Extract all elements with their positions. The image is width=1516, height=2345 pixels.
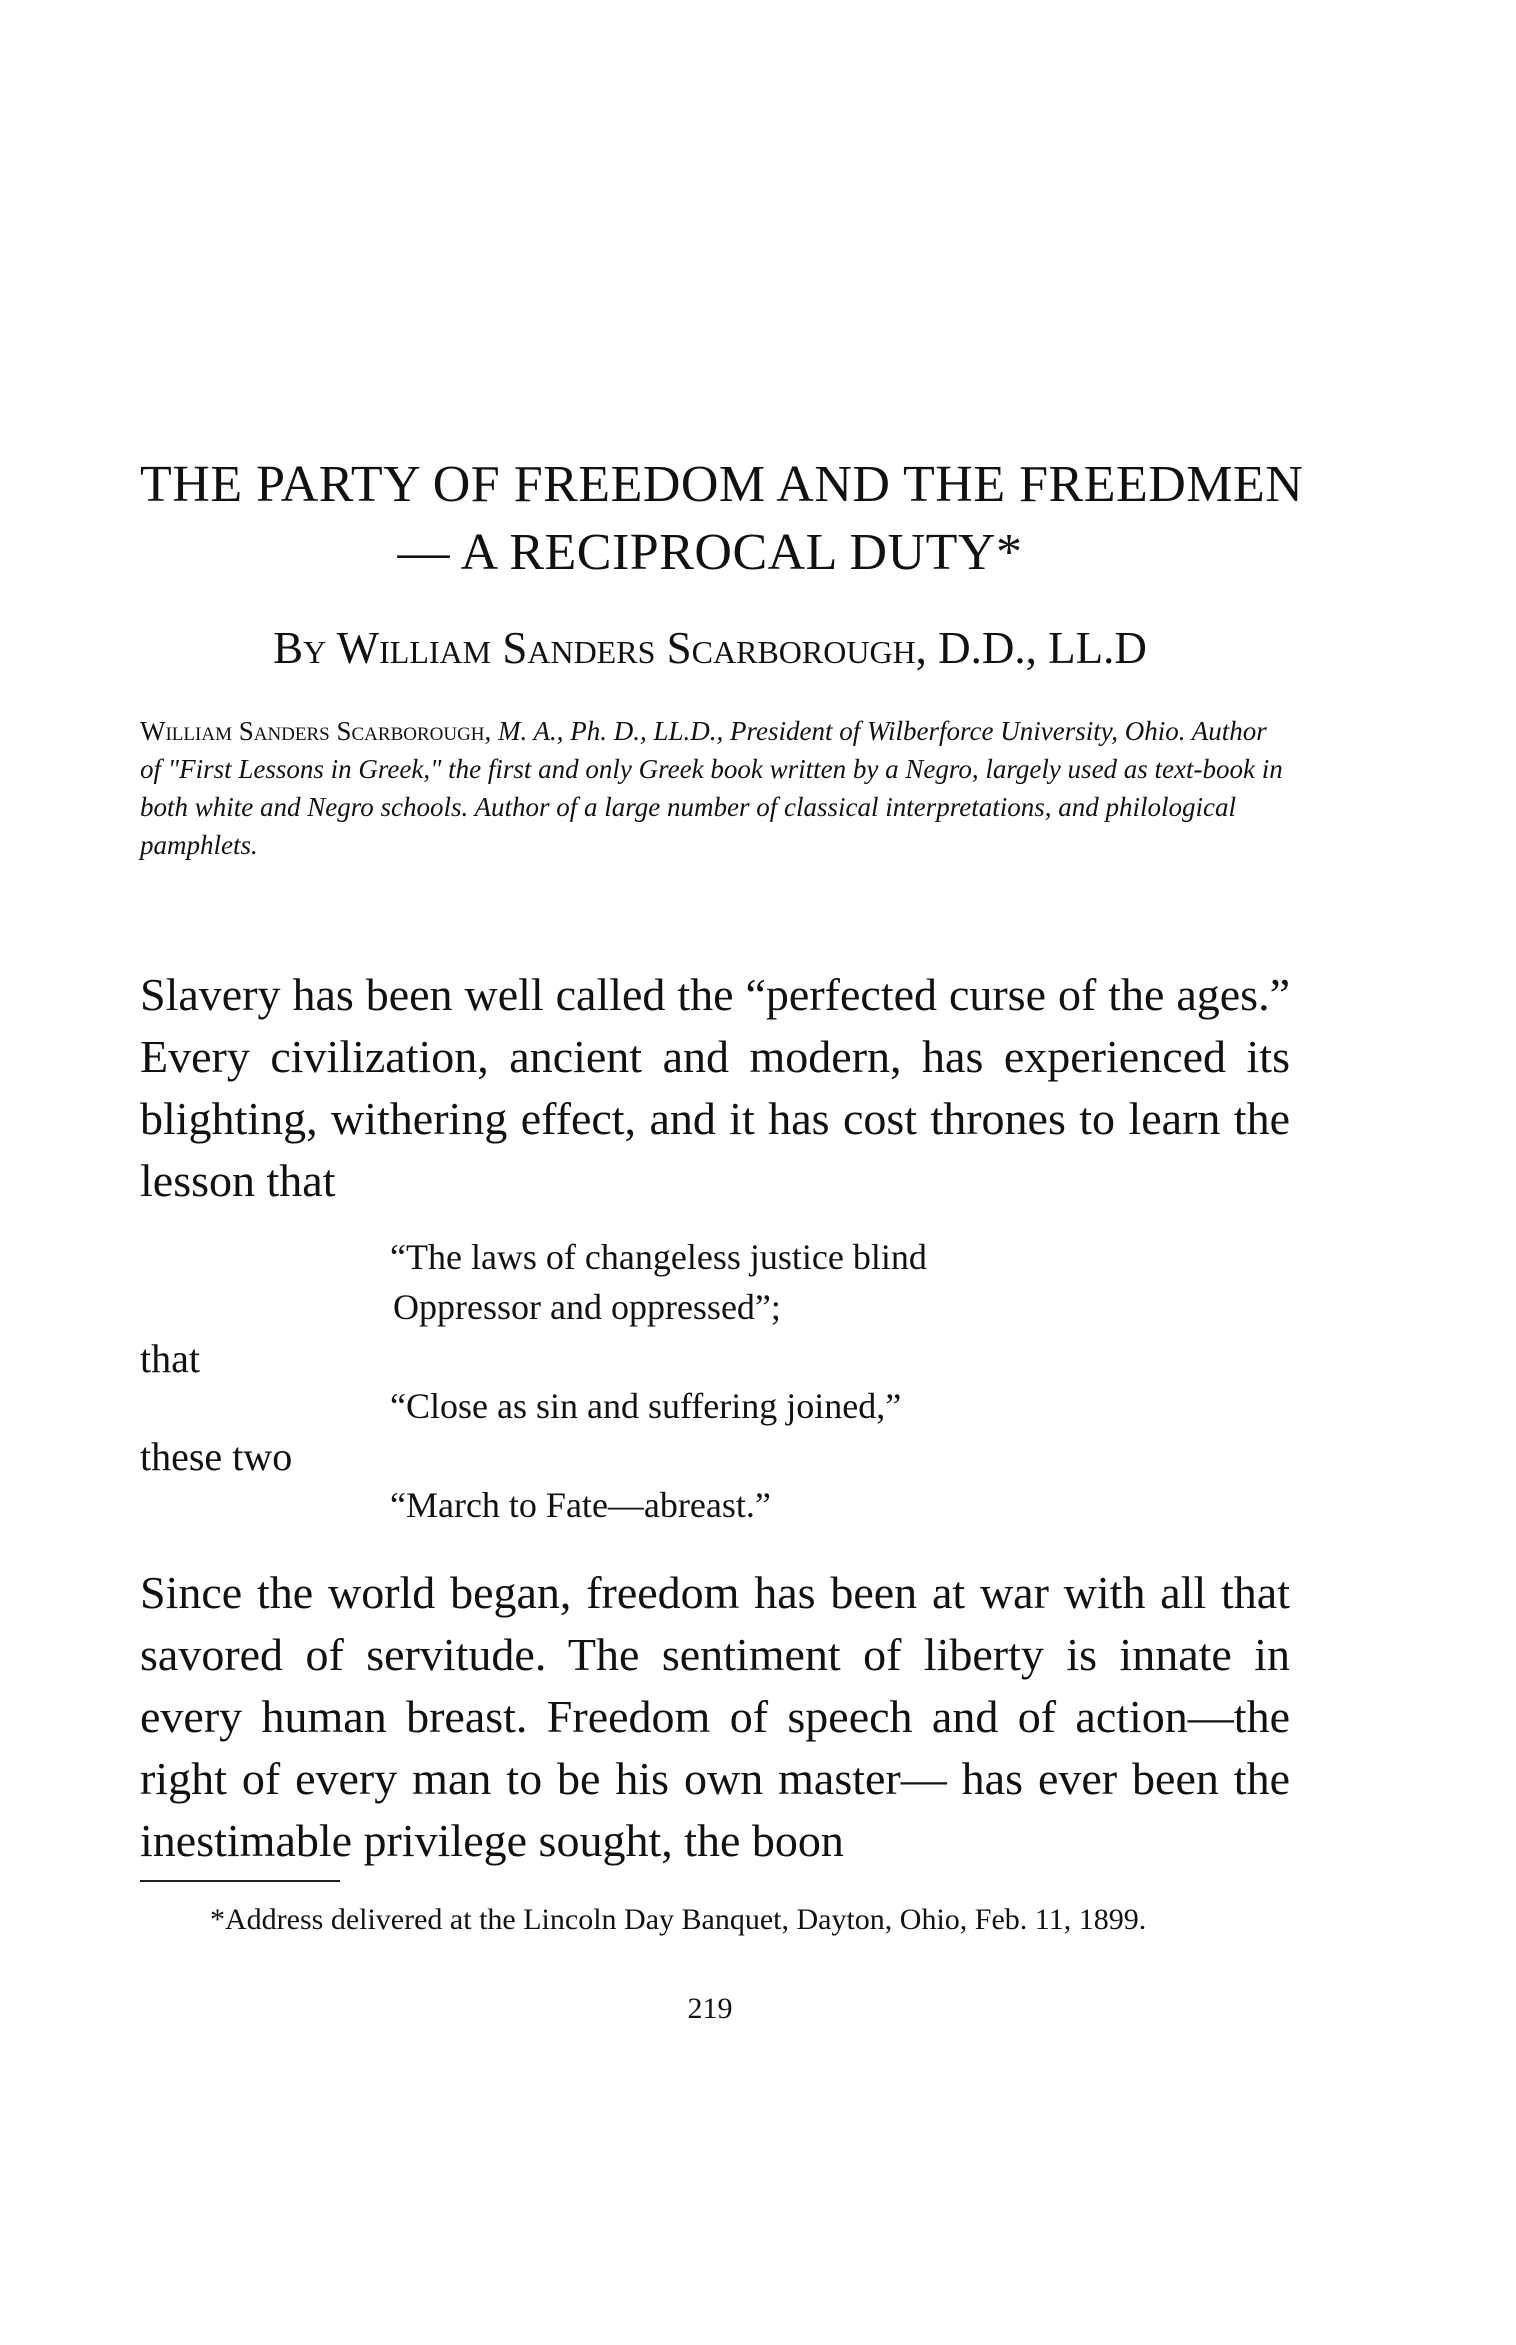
verse-line-3: “Close as sin and suffering joined,” (390, 1386, 902, 1426)
connector-that: that (140, 1336, 200, 1381)
verse-line-4: “March to Fate—abreast.” (390, 1485, 771, 1525)
article-title-line-2: — A RECIPROCAL DUTY* (397, 524, 1023, 581)
footnote: *Address delivered at the Lincoln Day Banquet, Dayton, Ohio, Feb. 11, 1899. (210, 1903, 1147, 1936)
article-title-line-1: THE PARTY OF FREEDOM AND THE FREEDMEN (140, 456, 1304, 513)
bio-author-name: William Sanders Scarborough, (140, 716, 492, 746)
page-number: 219 (687, 1992, 733, 2025)
author-bio (140, 712, 1290, 864)
paragraph-slavery: Slavery has been well called the “perfected curse of the ages.” Every civilization, ancient and modern, has experienced its blighting, withering effect, and it has cost thrones to learn the lesson that (140, 969, 1290, 1206)
connector-these-two: these two (140, 1434, 293, 1479)
footnote-divider (140, 1880, 340, 1882)
verse-line-1: “The laws of changeless justice blind (390, 1237, 927, 1277)
verse-line-2: Oppressor and oppressed”; (393, 1287, 781, 1327)
author-byline: By William Sanders Scarborough, D.D., LL.D (273, 623, 1147, 673)
paragraph-freedom: Since the world began, freedom has been at war with all that savored of servitude. The sentiment of liberty is innate in every human breast. Freedom of speech and of action—the right of every man to be his own master— has ever been the inestimable privilege sought, the boon (140, 1567, 1290, 1866)
bio-description: M. A., Ph. D., LL.D., President of Wilberforce University, Ohio. Author of "First Lessons in Greek," the first and only Greek book written by a Negro, largely used as text-book in both white and Negro schools. Author of a large number of classical interpretations, and philological pamphlets. (140, 716, 1283, 860)
